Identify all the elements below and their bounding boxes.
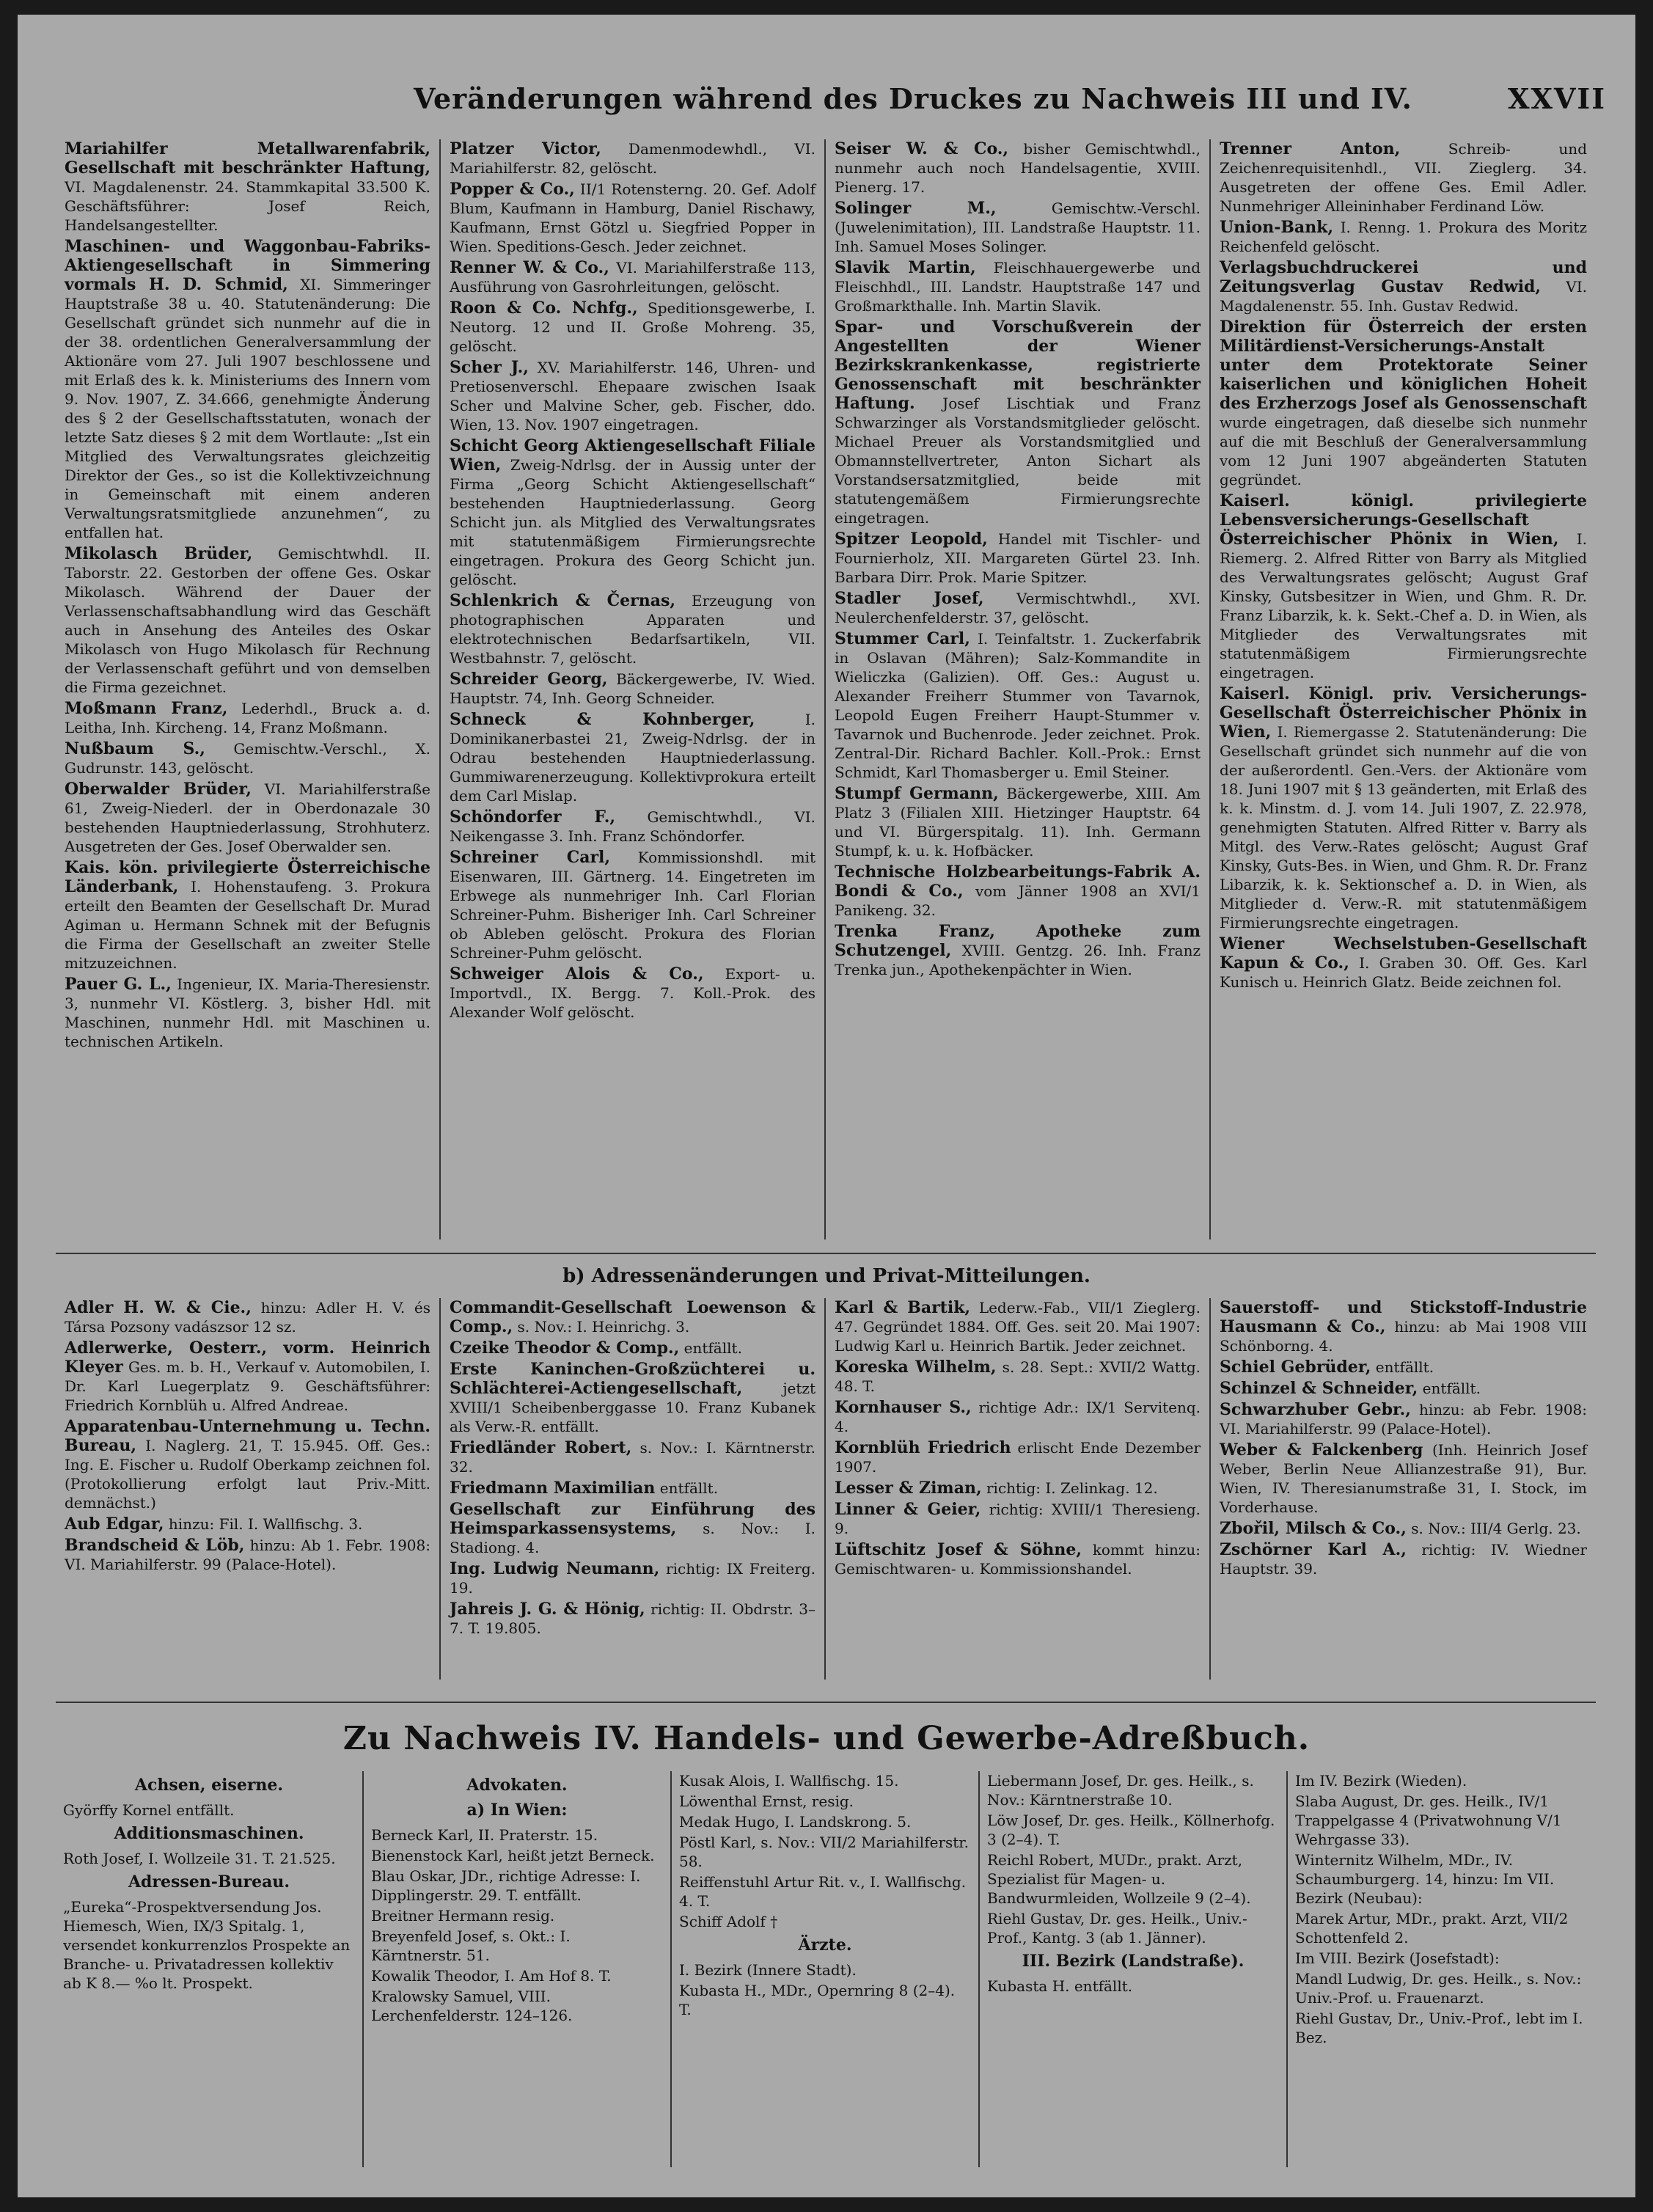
entry-firm-name: Spitzer Leopold,	[835, 530, 988, 549]
text-column	[364, 1771, 672, 2167]
entry-text: VI. Mariahilferstraße 113, Ausführung von Gasrohrleitungen, gelöscht.	[450, 259, 815, 296]
directory-entry	[65, 858, 430, 973]
directory-entry	[65, 1536, 430, 1574]
directory-line: Im IV. Bezirk (Wieden).	[1295, 1772, 1467, 1790]
directory-entry	[1220, 1519, 1587, 1538]
directory-line: Berneck Karl, II. Praterstr. 15.	[371, 1826, 598, 1844]
entry-text: Gemischtwhdl. II. Taborstr. 22. Gestorben der offene Ges. Oskar Mikolasch. Während der Dauer der Verlassenschaftsabhandlung wird das Geschäft auch in Ansehung des Anteiles des Oskar Mikolasch von Hugo Mikolasch für Rechnung der Verlassenschaft geführt und von demselben die Firma gezeichnet.	[65, 545, 430, 696]
directory-entry	[450, 258, 815, 296]
entry-text: richtig: IV. Wiedner Hauptstr. 39.	[1220, 1541, 1587, 1578]
entry-firm-name: Popper & Co.,	[450, 180, 575, 199]
directory-entry	[1220, 318, 1587, 489]
entry-firm-name: Kaiserl. Königl. priv. Versicherungs-Gesellschaft Österreichischer Phönix in Wien,	[1220, 684, 1587, 741]
directory-line: Winternitz Wilhelm, MDr., IV. Schaumburgerg. 14, hinzu: Im VII. Bezirk (Neubau):	[1295, 1851, 1555, 1907]
directory-line: Mandl Ludwig, Dr. ges. Heilk., s. Nov.: Univ.-Prof. u. Frauenarzt.	[1295, 1970, 1582, 2007]
category-heading: Additionsmaschinen.	[114, 1824, 304, 1843]
entry-firm-name: Spar- und Vorschußverein der Angestellten der Wiener Bezirkskrankenkasse, registrierte Genossenschaft mit beschränkter Haftung.	[835, 318, 1201, 413]
directory-entry	[450, 358, 815, 434]
directory-entry	[1220, 1358, 1587, 1377]
entry-text: Schreib- und Zeichenrequisitenhdl., VII. Zieglerg. 34. Ausgetreten der offene Ges. Emil Adler. Nunmehriger Alleininhaber Ferdinand Löw.	[1220, 140, 1587, 215]
entry-firm-name: Erste Kaninchen-Großzüchterei u. Schlächterei-Actiengesellschaft,	[450, 1360, 815, 1398]
entry-text: II/1 Rotensterng. 20. Gef. Adolf Blum, Kaufmann in Hamburg, Daniel Rischawy, Kaufmann, Ernst Götzl u. Siegfried Popper in Wien. Speditions-Gesch. Jeder zeichnet.	[450, 180, 815, 255]
entry-text: VI. Magdalenenstr. 24. Stammkapital 33.500 K. Geschäftsführer: Josef Reich, Handelsangestellter.	[65, 178, 430, 234]
entry-firm-name: Roon & Co. Nchfg.,	[450, 299, 638, 318]
entry-text: entfällt.	[1371, 1358, 1434, 1376]
directory-line: Kusak Alois, I. Wallfischg. 15.	[679, 1772, 899, 1790]
directory-line: Györffy Kornel entfällt.	[63, 1801, 235, 1819]
entry-firm-name: Zschörner Karl A.,	[1220, 1540, 1407, 1559]
directory-line: Löw Josef, Dr. ges. Heilk., Köllnerhofg. 3 (2–4). T.	[987, 1812, 1275, 1848]
directory-entry	[450, 1298, 815, 1336]
directory-line: Roth Josef, I. Wollzeile 31. T. 21.525.	[63, 1850, 336, 1867]
entry-text: Gemischtw.-Verschl. (Juwelenimitation), III. Landstraße Hauptstr. 11. Inh. Samuel Moses Solinger.	[835, 199, 1201, 255]
directory-entry	[1220, 1440, 1587, 1517]
directory-entry	[65, 739, 430, 777]
directory-line: Bienenstock Karl, heißt jetzt Berneck.	[371, 1847, 655, 1864]
directory-entry	[450, 139, 815, 177]
directory-line: Breitner Hermann resig.	[371, 1907, 555, 1924]
directory-entry	[835, 1479, 1201, 1498]
directory-entry	[1220, 684, 1587, 932]
entry-text: Export- u. Importvdl., IX. Bergg. 7. Koll.-Prok. des Alexander Wolf gelöscht.	[450, 965, 816, 1021]
entry-text: Lederhdl., Bruck a. d. Leitha, Inh. Kircheng. 14, Franz Moßmann.	[65, 700, 430, 736]
directory-line: Im VIII. Bezirk (Josefstadt):	[1295, 1949, 1500, 1967]
directory-entry	[835, 863, 1201, 920]
page-number: XXVII	[1507, 82, 1606, 115]
directory-entry	[1220, 1540, 1587, 1578]
directory-entry	[450, 299, 815, 356]
text-column	[826, 139, 1211, 1239]
entry-text: XV. Mariahilferstr. 146, Uhren- und Pretiosenverschl. Ehepaare zwischen Isaak Scher und Malvine Scher, geb. Fischer, ddo. Wien, 13. Nov. 1907 eingetragen.	[450, 359, 816, 433]
directory-entry	[450, 1479, 815, 1498]
directory-entry	[65, 1338, 430, 1415]
directory-entry	[450, 1438, 815, 1476]
category-heading: III. Bezirk (Landstraße).	[1022, 1952, 1245, 1971]
directory-line: „Eureka“-Prospektversendung Jos. Hiemesch, Wien, IX/3 Spitalg. 1, versendet konkurrenzlos Prospekte an Branche- u. Privatadressen kollektiv ab K 8.— %o lt. Prospekt.	[63, 1898, 351, 1992]
entry-text: hinzu: ab Febr. 1908: VI. Mariahilferstr. 99 (Palace-Hotel).	[1220, 1401, 1587, 1438]
scanned-page	[18, 15, 1635, 2197]
entry-firm-name: Kais. kön. privilegierte Österreichische Länderbank,	[65, 858, 430, 896]
directory-entry	[835, 589, 1201, 627]
entry-text: entfällt.	[655, 1479, 719, 1497]
directory-entry	[1220, 1400, 1587, 1438]
directory-entry	[450, 1338, 815, 1358]
entry-firm-name: Scher J.,	[450, 358, 529, 377]
entry-text: (Inh. Heinrich Josef Weber, Berlin Neue Allianzestraße 91), Bur. Wien, IV. Theresianumstraße 31, I. Stock, im Vorderhause.	[1220, 1441, 1587, 1516]
entry-firm-name: Commandit-Gesellschaft Loewenson & Comp.,	[450, 1298, 815, 1336]
directory-line: Blau Oskar, JDr., richtige Adresse: I. Dipplingerstr. 29. T. entfällt.	[371, 1867, 641, 1904]
entry-text: Gemischtwhdl., VI. Neikengasse 3. Inh. Franz Schöndorfer.	[450, 808, 816, 845]
text-column	[441, 1298, 826, 1680]
directory-entry	[1220, 1379, 1587, 1398]
directory-entry	[1220, 934, 1587, 992]
entry-text: Erzeugung von photographischen Apparaten und elektrotechnischen Bedarfsartikeln, VII. Westbahnstr. 7, gelöscht.	[450, 592, 815, 667]
entry-text: bisher Gemischtwhdl., nunmehr auch noch Handelsagentie, XVIII. Pienerg. 17.	[835, 140, 1201, 196]
entry-text: richtig: I. Zelinkag. 12.	[981, 1479, 1158, 1497]
directory-line: Riehl Gustav, Dr., Univ.-Prof., lebt im I. Bez.	[1295, 2010, 1583, 2046]
entry-firm-name: Stadler Josef,	[835, 589, 984, 608]
entry-firm-name: Mariahilfer Metallwarenfabrik, Gesellschaft mit beschränkter Haftung,	[65, 139, 430, 177]
directory-entry	[450, 1500, 815, 1557]
section-divider	[56, 1253, 1596, 1254]
entry-text: Zweig-Ndrlsg. der in Aussig unter der Firma „Georg Schicht Aktiengesellschaft“ bestehenden Hauptniederlassung. Georg Schicht jun. als Mitglied des Verwaltungsrates mit statutenmäßigem Firmierungsrechte eingetragen. Prokura des Georg Schicht jun. gelöscht.	[450, 456, 815, 588]
entry-firm-name: Zbořil, Milsch & Co.,	[1220, 1519, 1407, 1538]
entry-text: hinzu: ab Mai 1908 VIII Schönborng. 4.	[1220, 1318, 1588, 1355]
entry-firm-name: Technische Holzbearbeitungs-Fabrik A. Bondi & Co.,	[835, 863, 1201, 901]
directory-entry	[450, 710, 815, 805]
entry-firm-name: Maschinen- und Waggonbau-Fabriks-Aktiengesellschaft in Simmering vormals H. D. Schmid,	[65, 237, 430, 294]
entry-text: s. Nov.: I. Stadiong. 4.	[450, 1520, 815, 1556]
category-heading: Adressen-Bureau.	[128, 1872, 290, 1891]
entry-firm-name: Friedmann Maximilian	[450, 1479, 656, 1498]
directory-line: I. Bezirk (Innere Stadt).	[679, 1961, 857, 1979]
directory-entry	[65, 975, 430, 1051]
directory-entry	[835, 784, 1201, 860]
entry-text: s. Nov.: III/4 Gerlg. 23.	[1406, 1520, 1581, 1537]
directory-entry	[450, 807, 815, 846]
entry-text: Speditionsgewerbe, I. Neutorg. 12 und II. Große Mohreng. 35, gelöscht.	[450, 299, 816, 355]
entry-firm-name: Schöndorfer F.,	[450, 807, 616, 827]
directory-entry	[1220, 218, 1587, 256]
section-divider	[56, 1702, 1596, 1703]
section-b-columns	[56, 1298, 1596, 1680]
directory-line: Breyenfeld Josef, s. Okt.: I. Kärntnerstr. 51.	[371, 1927, 571, 1964]
directory-entry	[65, 1298, 430, 1336]
text-column	[1288, 1771, 1596, 2167]
entry-text: s. Nov.: I. Heinrichg. 3.	[513, 1318, 690, 1336]
entry-text: richtig: II. Obdrstr. 3–7. T. 19.805.	[450, 1600, 815, 1637]
entry-firm-name: Solinger M.,	[835, 199, 997, 218]
text-column	[441, 139, 826, 1239]
entry-text: XVIII. Gentzg. 26. Inh. Franz Trenka jun., Apothekenpächter in Wien.	[835, 942, 1201, 978]
entry-text: Josef Lischtiak und Franz Schwarzinger als Vorstandsmitglieder gelöscht. Michael Preuer als Vorstandsmitglied und Obmannstellvertreter, Anton Sichart als Vorstandsersatzmitglied, beide mit statutengemäßem Firmierungsrechte eingetragen.	[835, 395, 1201, 527]
entry-firm-name: Apparatenbau-Unternehmung u. Techn. Bureau,	[65, 1417, 430, 1455]
entry-text: I. Renng. 1. Prokura des Moritz Reichenfeld gelöscht.	[1220, 219, 1587, 255]
entry-text: Lederw.-Fab., VII/1 Zieglerg. 47. Gegründet 1884. Off. Ges. seit 20. Mai 1907: Ludwig Karl u. Heinrich Bartik. Jeder zeichnet.	[835, 1299, 1201, 1355]
entry-text: kommt hinzu: Gemischtwaren- u. Kommissionshandel.	[835, 1541, 1201, 1578]
entry-text: I. Riemerg. 2. Alfred Ritter von Barry als Mitglied des Verwaltungsrates gelöscht; August Graf Kinsky, Gutsbesitzer in Wien, und Ghm. R. Dr. Franz Libarzik, k. k. Sekt.-Chef a. D. in Wien, als Mitglieder des Verwaltungsrates mit statutenmäßigem Firmierungsrechte eingetragen.	[1220, 530, 1587, 681]
entry-firm-name: Adlerwerke, Oesterr., vorm. Heinrich Kleyer	[65, 1338, 430, 1377]
directory-entry	[835, 1500, 1201, 1538]
category-heading: Advokaten.	[466, 1776, 568, 1795]
entry-firm-name: Schinzel & Schneider,	[1220, 1379, 1418, 1398]
entry-firm-name: Stumpf Germann,	[835, 784, 999, 803]
text-column	[672, 1771, 980, 2167]
entry-text: I. Teinfaltstr. 1. Zuckerfabrik in Oslavan (Mähren); Salz-Kommandite in Wieliczka (Galizien). Off. Ges.: August u. Alexander Freiherr Stummer von Tavarnok, Leopold Eugen Freiherr Haupt-Stummer v. Tavarnok und Buchenrode. Jeder zeichnet. Prok. Zentral-Dir. Richard Bachler. Koll.-Prok.: Ernst Schmidt, Karl Thomasberger u. Emil Steiner.	[835, 630, 1201, 781]
directory-line: Reiffenstuhl Artur Rit. v., I. Wallfischg. 4. T.	[679, 1873, 967, 1910]
entry-firm-name: Nußbaum S.,	[65, 739, 205, 758]
entry-text: jetzt XVIII/1 Scheibenberggasse 10. Franz Kubanek als Verw.-R. entfällt.	[450, 1380, 815, 1435]
entry-text: I. Dominikanerbastei 21, Zweig-Ndrlsg. der in Odrau bestehenden Hauptniederlassung. Gummiwarenerzeugung. Kollektivprokura erteilt dem Carl Mislap.	[450, 711, 815, 805]
directory-entry	[835, 139, 1201, 197]
entry-firm-name: Schiel Gebrüder,	[1220, 1358, 1371, 1377]
entry-firm-name: Brandscheid & Löb,	[65, 1536, 245, 1555]
directory-entry	[450, 180, 815, 256]
entry-firm-name: Kornblüh Friedrich	[835, 1438, 1011, 1457]
directory-line: Marek Artur, MDr., prakt. Arzt, VII/2 Schottenfeld 2.	[1295, 1910, 1569, 1947]
entry-text: Fleischhauergewerbe und Fleischhdl., III. Landstr. Hauptstraße 147 und Großmarkthalle. Inh. Martin Slavik.	[835, 259, 1201, 315]
entry-firm-name: Schicht Georg Aktiengesellschaft Filiale Wien,	[450, 436, 815, 475]
entry-text: entfällt.	[679, 1339, 742, 1357]
directory-entry	[65, 237, 430, 542]
entry-firm-name: Sauerstoff- und Stickstoff-Industrie Hausmann & Co.,	[1220, 1298, 1587, 1336]
directory-line: Kubasta H., MDr., Opernring 8 (2–4). T.	[679, 1982, 956, 2018]
directory-line: Kubasta H. entfällt.	[987, 1977, 1133, 1995]
directory-entry	[65, 1417, 430, 1512]
directory-entry	[835, 199, 1201, 256]
directory-entry	[65, 699, 430, 737]
entry-text: richtige Adr.: IX/1 Servitenq. 4.	[835, 1399, 1201, 1435]
entry-firm-name: Oberwalder Brüder,	[65, 780, 252, 799]
directory-line: Riehl Gustav, Dr. ges. Heilk., Univ.-Prof., Kantg. 3 (ab 1. Jänner).	[987, 1910, 1247, 1947]
directory-line: Löwenthal Ernst, resig.	[679, 1792, 854, 1810]
directory-entry	[450, 436, 815, 589]
entry-firm-name: Slavik Martin,	[835, 258, 976, 277]
entry-firm-name: Stummer Carl,	[835, 629, 970, 648]
entry-firm-name: Schlenkrich & Černas,	[450, 591, 676, 610]
entry-firm-name: Direktion für Österreich der ersten Militärdienst-Versicherungs-Anstalt unter dem Protektorate Seiner kaiserlichen und königlichen Hoheit des Erzherzogs Josef als Genossenschaft	[1220, 318, 1587, 413]
directory-entry	[1220, 491, 1587, 682]
directory-line: Kowalik Theodor, I. Am Hof 8. T.	[371, 1967, 612, 1985]
entry-firm-name: Kornhauser S.,	[835, 1398, 972, 1417]
entry-firm-name: Ing. Ludwig Neumann,	[450, 1559, 660, 1578]
entry-text: richtig: IX Freiterg. 19.	[450, 1560, 815, 1597]
entry-text: Bäckergewerbe, IV. Wied. Hauptstr. 74, Inh. Georg Schneider.	[450, 670, 815, 707]
entry-firm-name: Czeike Theodor & Comp.,	[450, 1338, 680, 1358]
entry-firm-name: Renner W. & Co.,	[450, 258, 609, 277]
directory-entry	[835, 1298, 1201, 1355]
entry-firm-name: Trenner Anton,	[1220, 139, 1401, 158]
directory-entry	[835, 629, 1201, 782]
directory-entry	[450, 670, 815, 708]
entry-firm-name: Kaiserl. königl. privilegierte Lebensversicherungs-Gesellschaft Österreichischer Phönix in Wien,	[1220, 491, 1587, 549]
entry-firm-name: Schneck & Kohnberger,	[450, 710, 755, 729]
directory-line: Slaba August, Dr. ges. Heilk., IV/1 Trappelgasse 4 (Privatwohnung V/1 Wehrgasse 33).	[1295, 1792, 1562, 1848]
directory-line: Medak Hugo, I. Landskrong. 5.	[679, 1813, 912, 1831]
entry-firm-name: Pauer G. L.,	[65, 975, 172, 994]
section-b-heading: b) Adressenänderungen und Privat-Mitteilungen.	[562, 1265, 1091, 1287]
section-c-columns	[56, 1771, 1596, 2167]
entry-text: I. Graben 30. Off. Ges. Karl Kunisch u. Heinrich Glatz. Beide zeichnen fol.	[1220, 954, 1587, 991]
directory-entry	[835, 258, 1201, 315]
entry-firm-name: Koreska Wilhelm,	[835, 1358, 997, 1377]
text-column	[826, 1298, 1211, 1680]
directory-line: Liebermann Josef, Dr. ges. Heilk., s. Nov.: Kärntnerstraße 10.	[987, 1772, 1254, 1809]
entry-firm-name: Karl & Bartik,	[835, 1298, 971, 1317]
entry-firm-name: Trenka Franz, Apotheke zum Schutzengel,	[835, 922, 1201, 960]
entry-text: Vermischtwhdl., XVI. Neulerchenfelderstr. 37, gelöscht.	[835, 590, 1201, 626]
entry-text: Handel mit Tischler- und Fournierholz, XII. Margareten Gürtel 23. Inh. Barbara Dirr. Prok. Marie Spitzer.	[835, 530, 1201, 586]
entry-text: Bäckergewerbe, XIII. Am Platz 3 (Filialen XIII. Hietzinger Hauptstr. 64 und VI. Bürgerspitalg. 11). Inh. Germann Stumpf, k. u. k. Hofbäcker.	[835, 785, 1201, 860]
entry-firm-name: Schweiger Alois & Co.,	[450, 964, 704, 984]
entry-text: s. Nov.: I. Kärntnerstr. 32.	[450, 1439, 816, 1476]
directory-entry	[835, 1438, 1201, 1476]
page-title: Veränderungen während des Druckes zu Nachweis III und IV.	[414, 82, 1412, 115]
section-c-heading: Zu Nachweis IV. Handels- und Gewerbe-Adreßbuch.	[342, 1720, 1311, 1757]
directory-entry	[835, 530, 1201, 587]
directory-entry	[450, 848, 815, 962]
directory-entry	[450, 964, 815, 1022]
entry-text: vom Jänner 1908 an XVI/1 Panikeng. 32.	[835, 882, 1201, 919]
directory-entry	[65, 1515, 430, 1534]
entry-text: Ingenieur, IX. Maria-Theresienstr. 3, nunmehr VI. Köstlerg. 3, bisher Hdl. mit Maschinen, nunmehr Hdl. mit Maschinen u. technischen Artikeln.	[65, 975, 430, 1050]
entry-firm-name: Adler H. W. & Cie.,	[65, 1298, 252, 1317]
entry-firm-name: Verlagsbuchdruckerei und Zeitungsverlag Gustav Redwid,	[1220, 258, 1587, 296]
text-column	[1211, 139, 1596, 1239]
entry-firm-name: Weber & Falckenberg	[1220, 1440, 1423, 1460]
entry-text: I. Riemergasse 2. Statutenänderung: Die Gesellschaft gründet sich nunmehr auf die von der außerordentl. Gen.-Vers. der Aktionäre vom 18. Juni 1907 mit § 13 geänderten, mit Erlaß des k. k. Minstm. d. J. vom 14. Juli 1907, Z. 22.978, genehmigten Statuten. Alfred Ritter v. Barry als Mitgl. des Verw.-Rates gelöscht; August Graf Kinsky, Guts-Bes. in Wien, und Ghm. R. Dr. Franz Libarzik, k. k. Sektionschef a. D. in Wien, als Mitglieder d. Verw.-R. mit statutenmäßigem Firmierungsrechte eingetragen.	[1220, 723, 1587, 931]
entry-text: wurde eingetragen, daß dieselbe sich nunmehr auf die mit Beschluß der Generalversammlung vom 12 Juni 1907 abgeänderten Statuten gegründet.	[1220, 414, 1587, 488]
text-column	[980, 1771, 1288, 2167]
entry-firm-name: Jahreis J. G. & Hönig,	[450, 1600, 645, 1619]
entry-text: VI. Mariahilferstraße 61, Zweig-Niederl. der in Oberdonazale 30 bestehenden Hauptniederlassung, Strohhuterz. Ausgetreten der Ges. Josef Oberwalder sen.	[65, 780, 430, 855]
directory-entry	[835, 1358, 1201, 1396]
entry-firm-name: Friedländer Robert,	[450, 1438, 632, 1457]
entry-text: Gemischtw.-Verschl., X. Gudrunstr. 143, gelöscht.	[65, 740, 431, 777]
entry-text: I. Hohenstaufeng. 3. Prokura erteilt den Beamten der Gesellschaft Dr. Murad Agiman u. Hermann Schnek mit der Befugnis die Firma der Gesellschaft an zweiter Stelle mitzuzeichnen.	[65, 878, 430, 972]
directory-line: Reichl Robert, MUDr., prakt. Arzt, Spezialist für Magen- u. Bandwurmleiden, Wollzeile 9 (2–4).	[987, 1851, 1251, 1907]
entry-text: richtig: XVIII/1 Theresieng. 9.	[835, 1501, 1201, 1537]
entry-firm-name: Lesser & Ziman,	[835, 1479, 982, 1498]
directory-line: Kralowsky Samuel, VIII. Lerchenfelderstr. 124–126.	[371, 1988, 573, 2024]
directory-entry	[835, 1540, 1201, 1578]
entry-firm-name: Wiener Wechselstuben-Gesellschaft Kapun & Co.,	[1220, 934, 1587, 973]
entry-text: Kommissionshdl. mit Eisenwaren, III. Gärtnerg. 14. Eingetreten im Erbwege als nunmehriger Inh. Carl Florian Schreiner-Puhm. Bisheriger Inh. Carl Schreiner ob Ableben gelöscht. Prokura des Florian Schreiner-Puhm gelöscht.	[450, 849, 815, 962]
entry-firm-name: Lüftschitz Josef & Söhne,	[835, 1540, 1082, 1559]
entry-text: entfällt.	[1418, 1380, 1481, 1397]
entry-firm-name: Aub Edgar,	[65, 1515, 164, 1534]
directory-entry	[1220, 1298, 1587, 1355]
directory-entry	[1220, 139, 1587, 216]
directory-entry	[450, 1600, 815, 1638]
directory-line: Pöstl Karl, s. Nov.: VII/2 Mariahilferstr. 58.	[679, 1834, 970, 1870]
entry-firm-name: Platzer Victor,	[450, 139, 601, 158]
entry-text: Ges. m. b. H., Verkauf v. Automobilen, I. Dr. Karl Luegerplatz 9. Geschäftsführer: Friedrich Kornblüh u. Alfred Andreae.	[65, 1358, 430, 1414]
directory-entry	[450, 591, 815, 667]
category-heading: Ärzte.	[798, 1936, 852, 1955]
directory-entry	[65, 139, 430, 235]
entry-firm-name: Gesellschaft zur Einführung des Heimsparkassensystems,	[450, 1500, 815, 1538]
directory-entry	[65, 544, 430, 697]
text-column	[56, 1771, 364, 2167]
entry-text: erlischt Ende Dezember 1907.	[835, 1439, 1201, 1476]
entry-firm-name: Union-Bank,	[1220, 218, 1334, 237]
entry-firm-name: Mikolasch Brüder,	[65, 544, 253, 563]
entry-text: I. Naglerg. 21, T. 15.945. Off. Ges.: Ing. E. Fischer u. Rudolf Oberkamp zeichnen fol. (Protokollierung erfolgt laut Priv.-Mitt. demnächst.)	[65, 1437, 430, 1512]
entry-text: XI. Simmeringer Hauptstraße 38 u. 40. Statutenänderung: Die Gesellschaft gründet sich nunmehr auf die in der 38. ordentlichen Generalversammlung der Aktionäre vom 27. Juli 1907 beschlossene und mit Erlaß des k. k. Ministeriums des Innern vom 9. Nov. 1907, Z. 34.666, genehmigte Änderung des § 2 der Gesellschaftsstatuten, wonach der letzte Satz dieses § 2 mit dem Wortlaute: „Ist ein Mitglied des Verwaltungsrates gleichzeitig Direktor der Ges., so ist die Kollektivzeichnung in Gemeinschaft mit einem anderen Verwaltungsratsmitgliede anzunehmen“, zu entfallen hat.	[65, 276, 430, 541]
directory-entry	[65, 780, 430, 856]
entry-firm-name: Schreiner Carl,	[450, 848, 611, 867]
entry-text: VI. Magdalenenstr. 55. Inh. Gustav Redwid.	[1220, 278, 1588, 315]
entry-text: s. 28. Sept.: XVII/2 Wattg. 48. T.	[835, 1358, 1201, 1395]
entry-text: hinzu: Adler H. V. és Társa Pozsony vadászsor 12 sz.	[65, 1299, 431, 1336]
directory-entry	[1220, 258, 1587, 315]
directory-entry	[450, 1360, 815, 1436]
entry-text: hinzu: Fil. I. Wallfischg. 3.	[164, 1515, 363, 1533]
entry-firm-name: Schwarzhuber Gebr.,	[1220, 1400, 1411, 1419]
directory-entry	[450, 1559, 815, 1597]
section-a-columns	[56, 139, 1596, 1239]
entry-firm-name: Schreider Georg,	[450, 670, 608, 689]
directory-entry	[835, 1398, 1201, 1436]
running-head	[62, 82, 1606, 126]
directory-line: Schiff Adolf †	[679, 1913, 778, 1930]
text-column	[56, 139, 441, 1239]
entry-firm-name: Linner & Geier,	[835, 1500, 981, 1519]
directory-entry	[835, 318, 1201, 527]
text-column	[1211, 1298, 1596, 1680]
entry-text: hinzu: Ab 1. Febr. 1908: VI. Mariahilferstr. 99 (Palace-Hotel).	[65, 1537, 430, 1573]
category-heading: a) In Wien:	[466, 1801, 568, 1820]
entry-firm-name: Moßmann Franz,	[65, 699, 228, 718]
entry-text: Damenmodewhdl., VI. Mariahilferstr. 82, gelöscht.	[450, 140, 815, 177]
directory-entry	[835, 922, 1201, 979]
entry-firm-name: Seiser W. & Co.,	[835, 139, 1009, 158]
text-column	[56, 1298, 441, 1680]
category-heading: Achsen, eiserne.	[134, 1776, 284, 1795]
